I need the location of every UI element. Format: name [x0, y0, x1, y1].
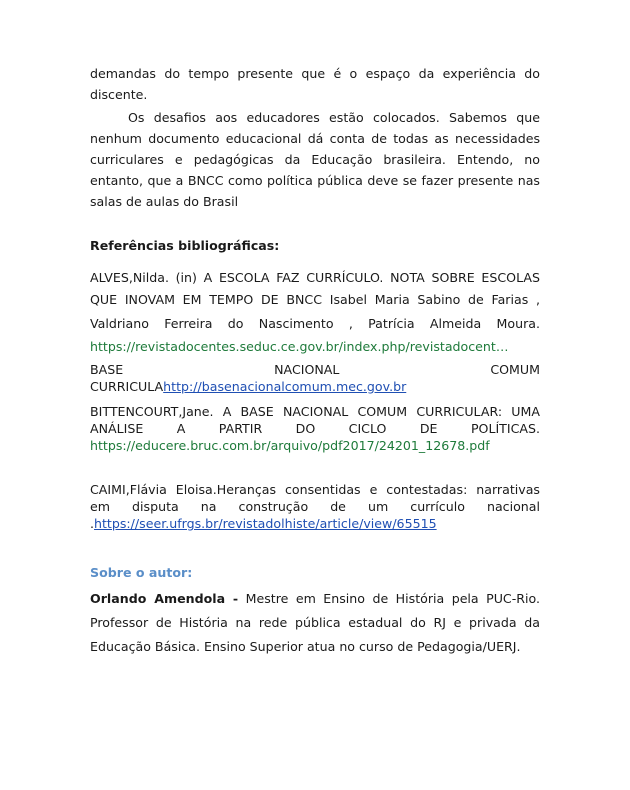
paragraph-challenges: [90, 107, 540, 212]
paragraph-continuation: [90, 63, 540, 105]
reference-link[interactable]: https://educere.bruc.com.br/arquivo/pdf2017/24201_12678.pdf: [90, 438, 490, 453]
text-line: ALVES,Nilda. (in) A ESCOLA FAZ CURRÍCULO. NOTA SOBRE ESCOLAS: [90, 270, 540, 285]
text-line: BITTENCOURT,Jane. A BASE NACIONAL COMUM CURRICULAR: UMA: [90, 404, 540, 419]
author-name: Orlando Amendola -: [90, 591, 239, 606]
text-line: [90, 515, 540, 532]
text-fragment: Mestre em Ensino de História pela PUC-Rio.: [238, 591, 540, 606]
text-fragment: CURRICULA: [90, 379, 164, 394]
reference-link[interactable]: http://basenacionalcomum.mec.gov.br: [163, 379, 407, 394]
reference-base: [90, 361, 540, 395]
author-heading-block: [90, 565, 540, 580]
text-line: Professor de História na rede pública estadual do RJ e privada da: [90, 615, 540, 630]
reference-bittencourt: [90, 403, 540, 454]
reference-link[interactable]: https://revistadocentes.seduc.ce.gov.br/index.php/revistadocent…: [90, 339, 509, 354]
text-line: QUE INOVAM EM TEMPO DE BNCC Isabel Maria Sabino de Farias ,: [90, 292, 540, 307]
text-line: [90, 378, 540, 395]
reference-alves: [90, 267, 540, 357]
text-line: BASE NACIONAL COMUM: [90, 362, 540, 377]
text-line: em disputa na construção de um currículo nacional: [90, 499, 540, 514]
author-bio: [90, 587, 540, 659]
text-fragment: .: [90, 516, 95, 531]
text-line: curriculares e pedagógicas da Educação brasileira. Entendo, no: [90, 152, 540, 167]
reference-link[interactable]: https://seer.ufrgs.br/revistadolhiste/article/view/65515: [94, 516, 437, 531]
text-line: [90, 587, 540, 611]
text-line: Educação Básica. Ensino Superior atua no curso de Pedagogia/UERJ.: [90, 639, 521, 654]
reference-caimi: [90, 481, 540, 532]
text-line: Os desafios aos educadores estão colocados. Sabemos que: [128, 110, 540, 125]
references-heading: Referências bibliográficas:: [90, 238, 280, 253]
text-line: nenhum documento educacional dá conta de todas as necessidades: [90, 131, 540, 146]
text-line: demandas do tempo presente que é o espaço da experiência do: [90, 66, 540, 81]
text-line: entanto, que a BNCC como política pública deve se fazer presente nas: [90, 173, 540, 188]
references-heading-block: [90, 238, 540, 253]
text-line: CAIMI,Flávia Eloisa.Heranças consentidas e contestadas: narrativas: [90, 482, 540, 497]
text-line: salas de aulas do Brasil: [90, 194, 239, 209]
text-line: discente.: [90, 87, 148, 102]
text-line: Valdriano Ferreira do Nascimento , Patrícia Almeida Moura.: [90, 316, 540, 331]
author-heading: Sobre o autor:: [90, 565, 193, 580]
text-line: ANÁLISE A PARTIR DO CICLO DE POLÍTICAS.: [90, 421, 540, 436]
